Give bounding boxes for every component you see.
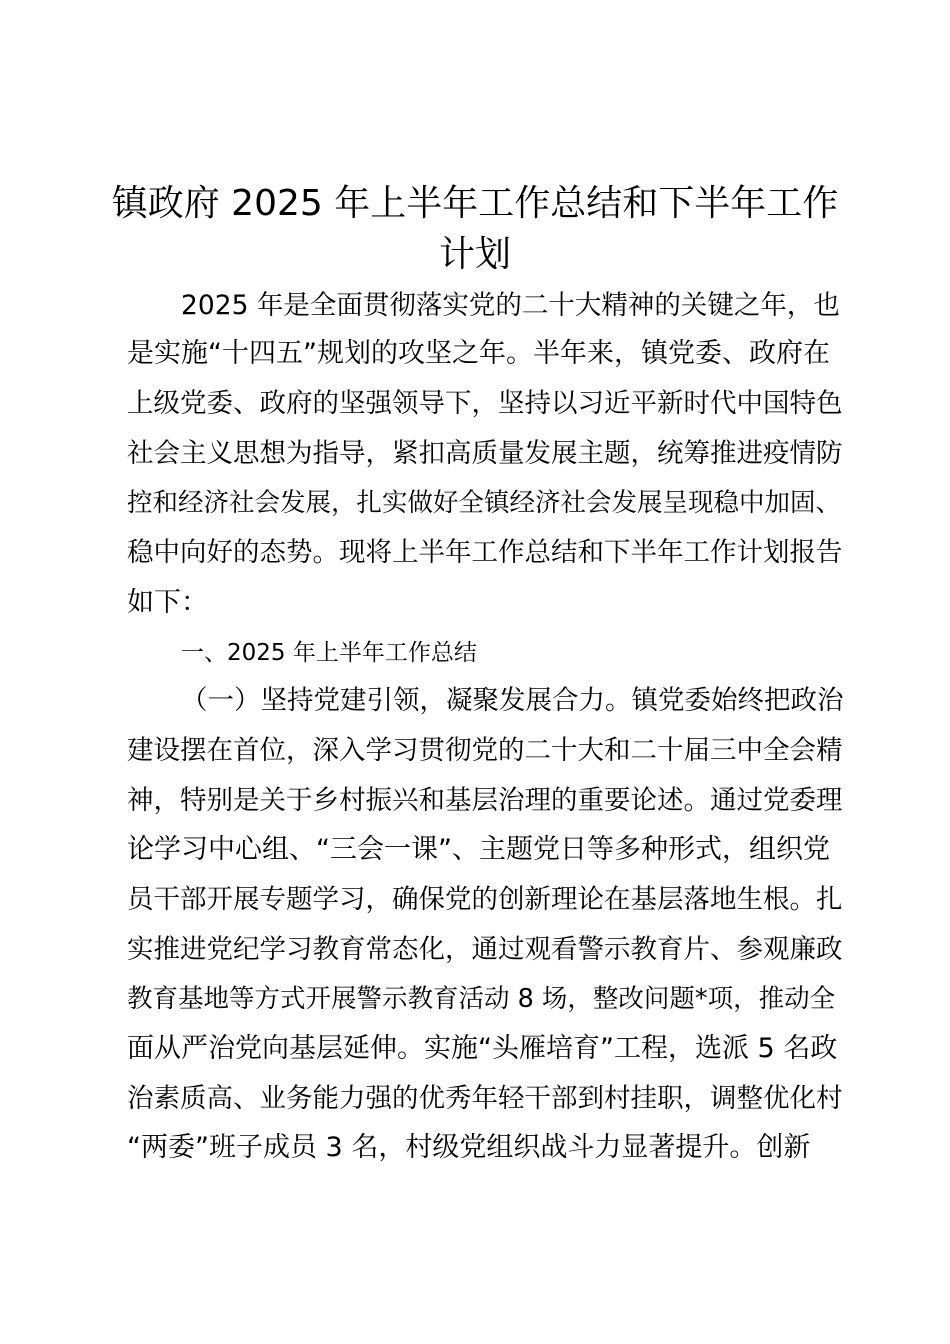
intro-line-5: 控和经济社会发展，扎实做好全镇经济社会发展呈现稳中加固、	[127, 488, 842, 518]
section1-line-9: 治素质高、业务能力强的优秀年轻干部到村挂职，调整优化村	[127, 1083, 843, 1114]
section1-line-2: 建设摆在首位，深入学习贯彻党的二十大和二十届三中全会精	[127, 735, 843, 766]
section1-line-1: （一）坚持党建引领，凝聚发展合力。镇党委始终把政治	[181, 685, 844, 716]
section1-line-10: “两委”班子成员 3 名，村级党组织战斗力显著提升。创新	[127, 1132, 811, 1163]
section1-line-8: 面从严治党向基层延伸。实施“头雁培育”工程，选派 5 名政	[127, 1033, 838, 1064]
section1-line-7: 教育基地等方式开展警示教育活动 8 场，整改问题*项，推动全	[127, 984, 836, 1014]
intro-line-2: 是实施“十四五”规划的攻坚之年。半年来，镇党委、政府在	[127, 338, 830, 369]
section1-line-6: 实推进党纪学习教育常态化，通过观看警示教育片、参观廉政	[127, 934, 843, 965]
section1-line-3: 神，特别是关于乡村振兴和基层治理的重要论述。通过党委理	[127, 785, 843, 816]
document-title-line-2: 计划	[438, 234, 511, 275]
section1-line-4: 论学习中心组、“三会一课”、主题党日等多种形式，组织党	[127, 834, 830, 865]
intro-line-4: 社会主义思想为指导，紧扣高质量发展主题，统筹推进疫情防	[127, 438, 843, 469]
intro-line-1: 2025 年是全面贯彻落实党的二十大精神的关键之年，也	[181, 290, 840, 321]
intro-line-7: 如下：	[127, 587, 208, 618]
intro-line-3: 上级党委、政府的坚强领导下，坚持以习近平新时代中国特色	[127, 388, 843, 419]
section-heading: 一、2025 年上半年工作总结	[181, 640, 477, 666]
intro-line-6: 稳中向好的态势。现将上半年工作总结和下半年工作计划报告	[127, 537, 843, 568]
section1-line-5: 员干部开展专题学习，确保党的创新理论在基层落地生根。扎	[127, 884, 843, 915]
document-title-line-1: 镇政府 2025 年上半年工作总结和下半年工作	[111, 183, 839, 224]
